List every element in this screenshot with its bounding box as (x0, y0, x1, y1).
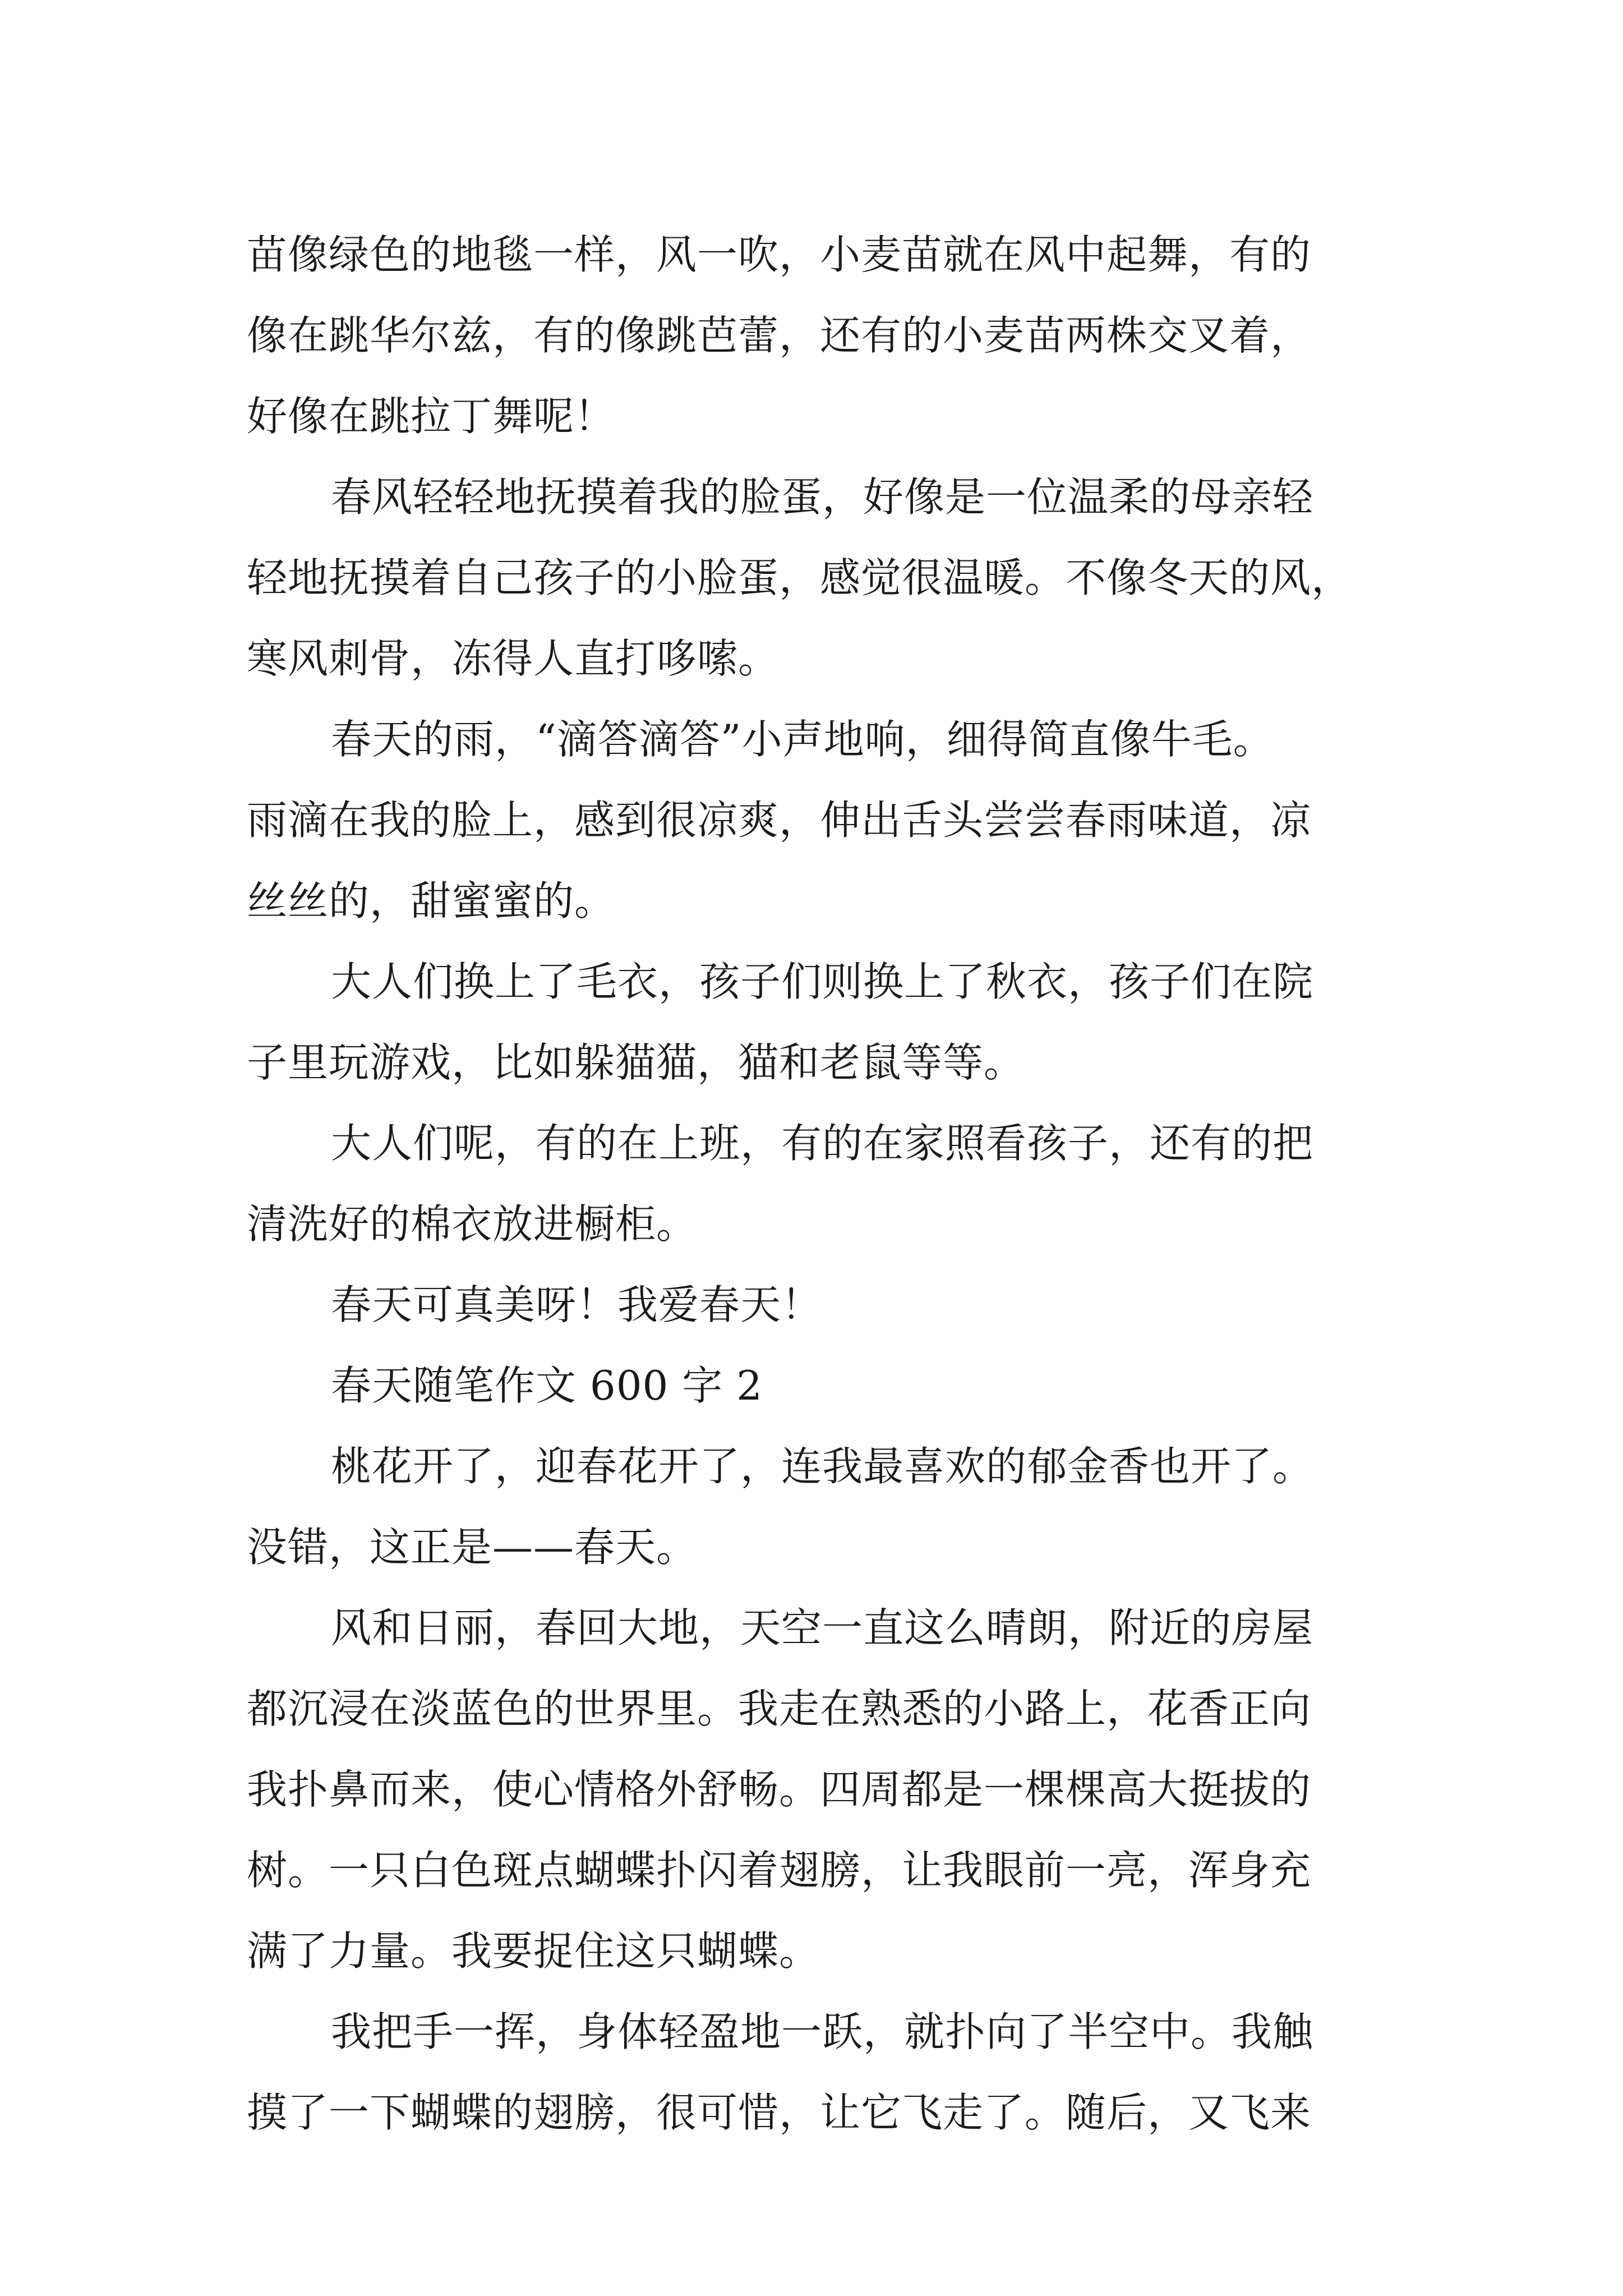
section-heading: 春天随笔作文 600 字 2 (331, 1362, 763, 1409)
paragraph-first-line: 春天可真美呀！我爱春天！ (331, 1281, 823, 1328)
paragraph-first-line: 大人们换上了毛衣，孩子们则换上了秋衣，孩子们在院 (331, 958, 1314, 1005)
text-line: 子里玩游戏，比如躲猫猫，猫和老鼠等等。 (247, 1039, 1025, 1086)
text-line: 满了力量。我要捉住这只蝴蝶。 (247, 1927, 820, 1975)
text-line: 没错，这正是——春天。 (247, 1524, 698, 1571)
paragraph-first-line: 大人们呢，有的在上班，有的在家照看孩子，还有的把 (331, 1120, 1314, 1167)
text-line: 摸了一下蝴蝶的翅膀，很可惜，让它飞走了。随后，又飞来 (247, 2089, 1312, 2136)
paragraph-first-line: 春风轻轻地抚摸着我的脸蛋，好像是一位温柔的母亲轻 (331, 473, 1314, 521)
document-body (247, 214, 1402, 2153)
paragraph-first-line: 风和日丽，春回大地，天空一直这么晴朗，附近的房屋 (331, 1604, 1314, 1651)
paragraph-first-line: 桃花开了，迎春花开了，连我最喜欢的郁金香也开了。 (331, 1443, 1314, 1490)
text-line: 寒风刺骨，冻得人直打哆嗦。 (247, 635, 780, 682)
text-line: 好像在跳拉丁舞呢！ (247, 393, 616, 440)
text-line: 树。一只白色斑点蝴蝶扑闪着翅膀，让我眼前一亮，浑身充 (247, 1847, 1312, 1894)
text-line: 像在跳华尔兹，有的像跳芭蕾，还有的小麦苗两株交叉着， (247, 312, 1312, 359)
text-line: 雨滴在我的脸上，感到很凉爽，伸出舌头尝尝春雨味道，凉 (247, 797, 1312, 844)
paragraph-first-line: 春天的雨，“滴答滴答”小声地响，细得简直像牛毛。 (331, 716, 1274, 763)
text-line: 都沉浸在淡蓝色的世界里。我走在熟悉的小路上，花香正向 (247, 1685, 1312, 1732)
text-line: 苗像绿色的地毯一样，风一吹，小麦苗就在风中起舞，有的 (247, 231, 1312, 278)
text-line: 清洗好的棉衣放进橱柜。 (247, 1200, 698, 1248)
paragraph-first-line: 我把手一挥，身体轻盈地一跃，就扑向了半空中。我触 (331, 2008, 1314, 2055)
text-line: 轻地抚摸着自己孩子的小脸蛋，感觉很温暖。不像冬天的风， (247, 554, 1353, 601)
text-line: 丝丝的，甜蜜蜜的。 (247, 877, 616, 924)
text-line: 我扑鼻而来，使心情格外舒畅。四周都是一棵棵高大挺拔的 (247, 1766, 1312, 1813)
